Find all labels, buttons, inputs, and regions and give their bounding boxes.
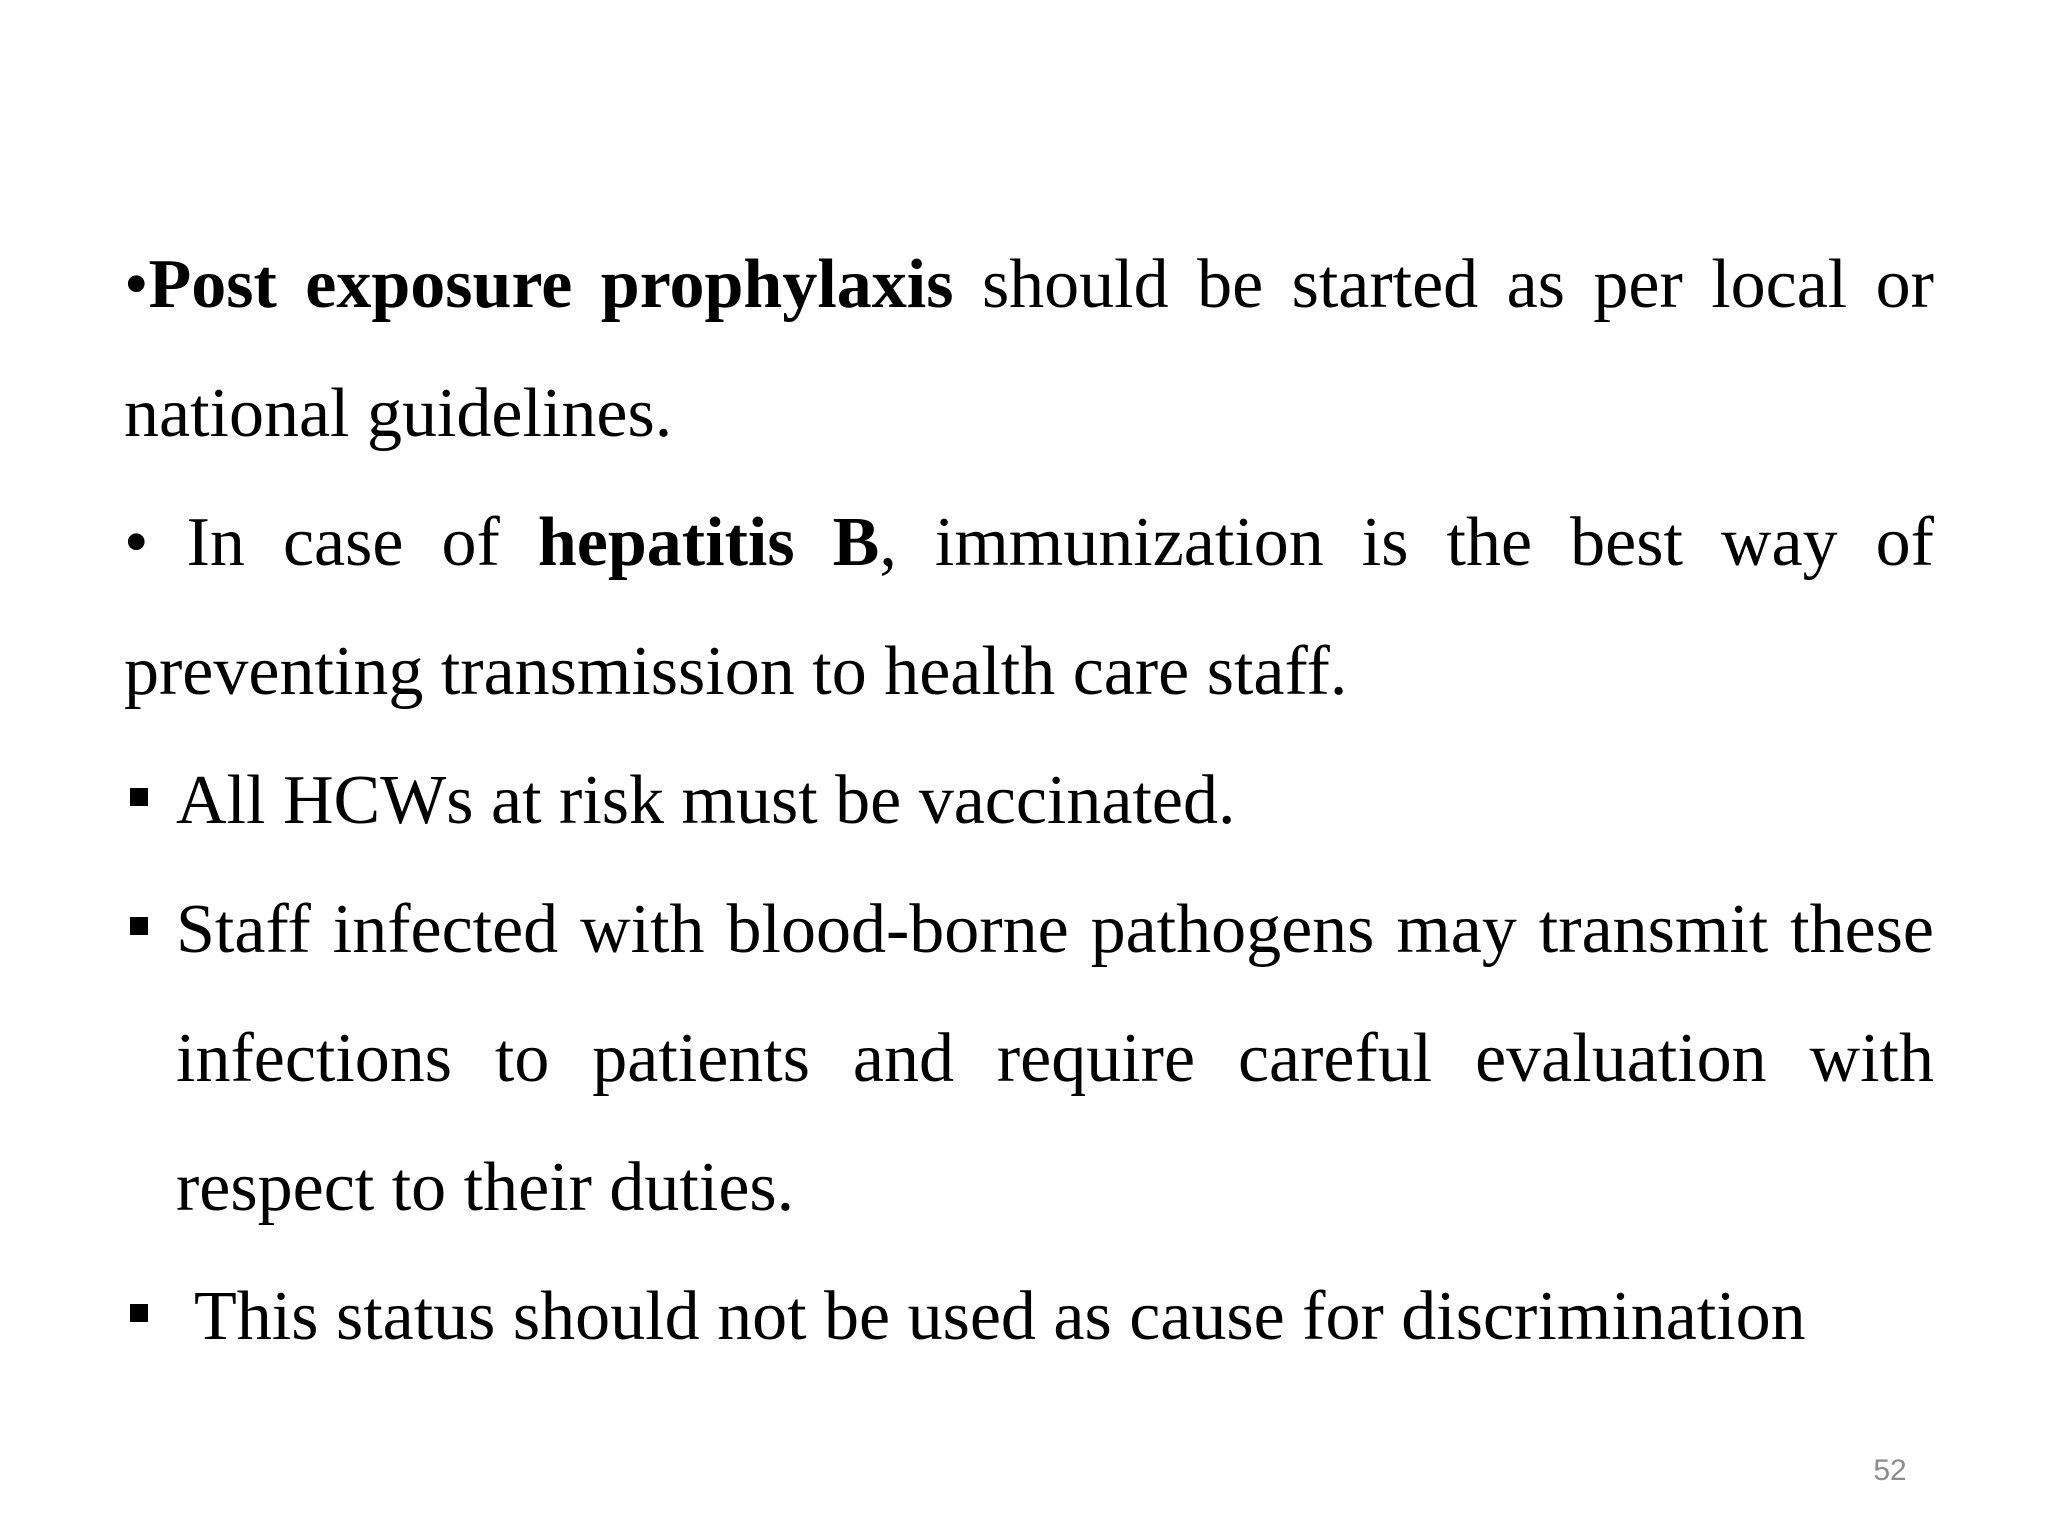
bullet-dot-icon: • (124, 504, 187, 581)
bullet-dot-icon: • (124, 246, 149, 323)
bullet-hepatitis-text: , immunization is the best way of preventing transmission to health care staff. (124, 504, 1934, 710)
page-number: 52 (1873, 1454, 1907, 1487)
bullet-post-exposure (124, 220, 1934, 478)
bullet-hepatitis-lead: In case of (186, 504, 538, 581)
subbullet-vaccinated (124, 736, 1934, 865)
subbullet-discrimination (124, 1252, 1934, 1381)
bullet-hepatitis-b (124, 478, 1934, 736)
bullet-post-exposure-text: should be started as per local or national guidelines. (124, 246, 1934, 452)
subbullet-vaccinated-text: All HCWs at risk must be vaccinated. (176, 762, 1236, 839)
subbullet-infected-staff (124, 865, 1934, 1252)
term-hepatitis-b: hepatitis B (537, 504, 880, 581)
square-bullet-icon (130, 1304, 148, 1322)
square-bullet-icon (130, 788, 148, 806)
term-post-exposure-prophylaxis: Post exposure prophylaxis (148, 246, 954, 323)
square-bullet-icon (130, 917, 148, 935)
slide-body (124, 220, 1934, 1381)
subbullet-infected-staff-text: Staff infected with blood-borne pathogens may transmit these infections to patients and require careful evaluation with respect to their duties. (176, 891, 1934, 1226)
subbullet-discrimination-text: This status should not be used as cause for discrimination (194, 1278, 1806, 1355)
